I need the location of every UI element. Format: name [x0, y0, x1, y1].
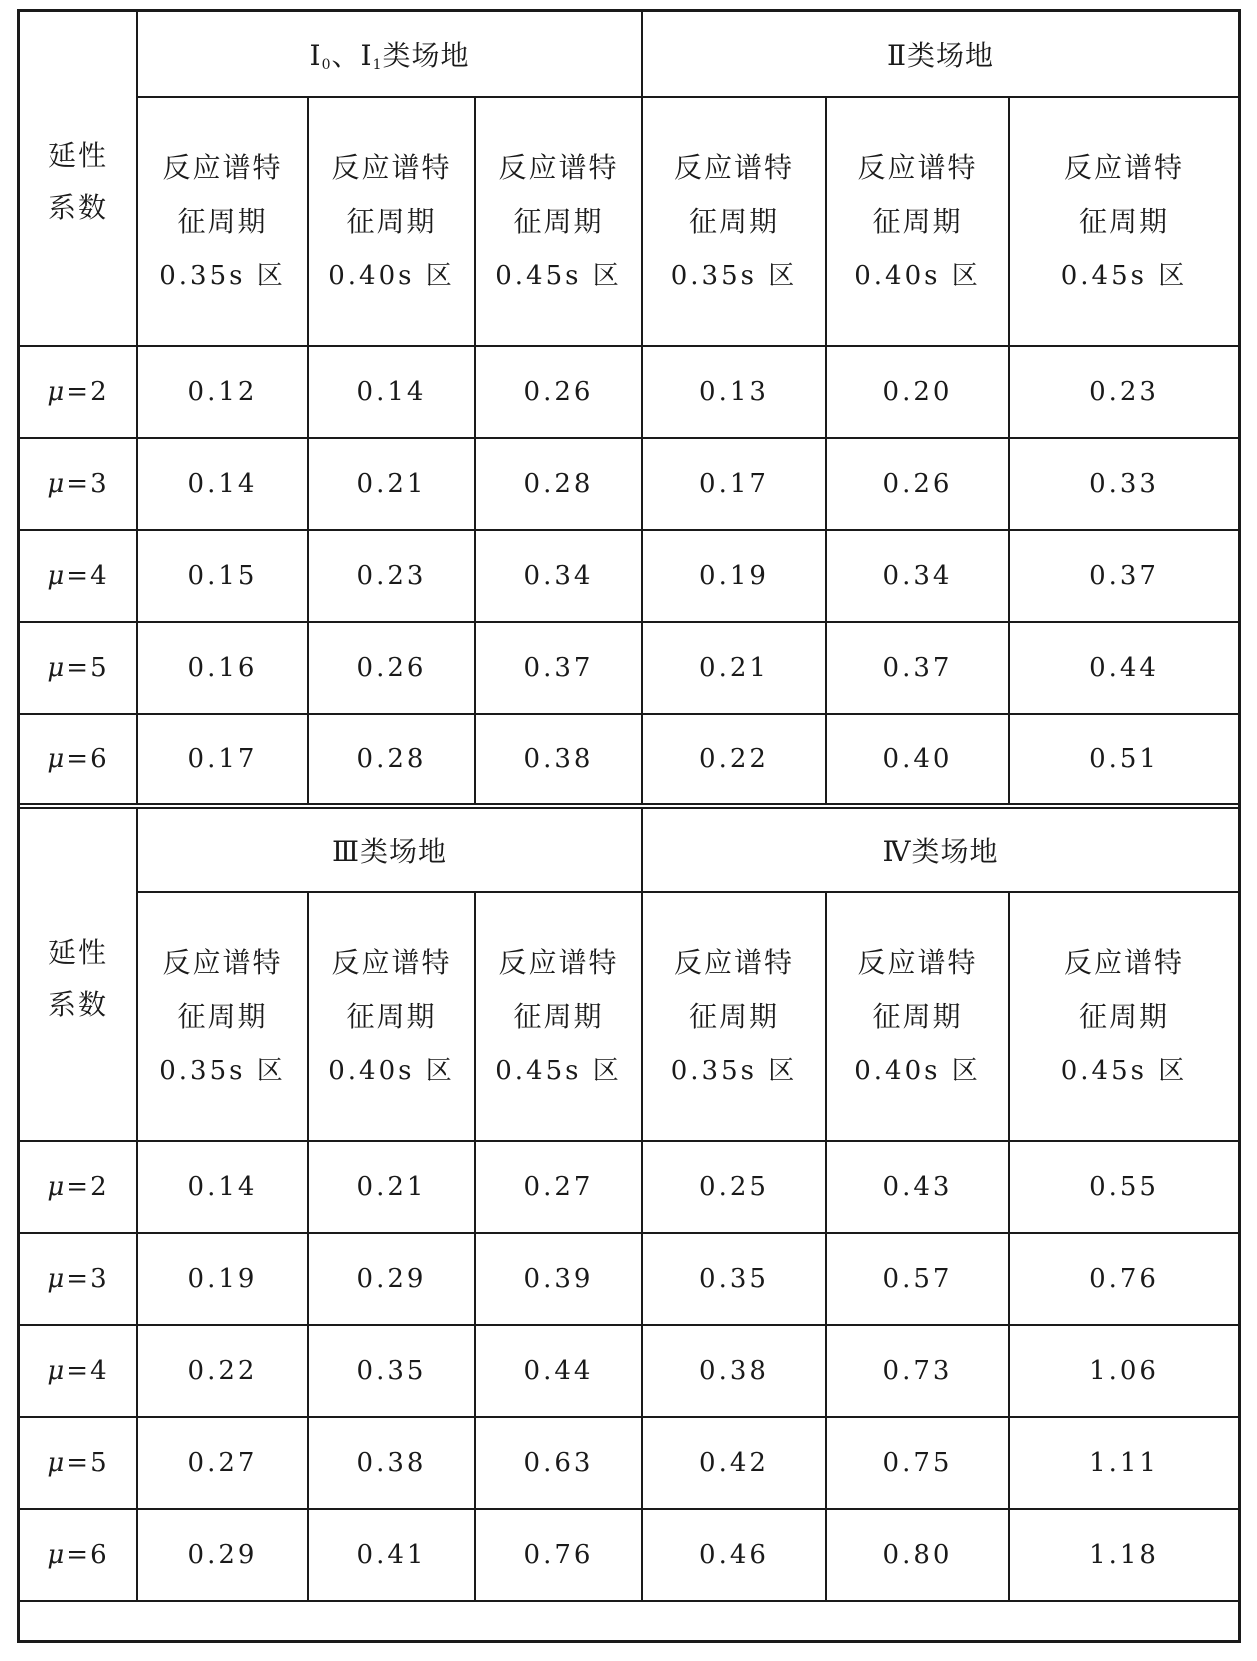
table-cell: 0.57 [826, 1233, 1009, 1325]
mu-equals-value: =3 [66, 1264, 109, 1294]
ductility-label-line: 延性 [47, 936, 108, 969]
ductility-value-cell [19, 714, 137, 806]
table-cell: 0.80 [826, 1509, 1009, 1601]
ductility-label-cell [19, 11, 137, 346]
period-value: 0.40s 区 [854, 1055, 981, 1086]
period-value: 0.45s 区 [495, 1055, 622, 1086]
table-cell: 0.37 [475, 622, 642, 714]
period-header-cell [826, 97, 1009, 346]
period-header-line: 反应谱特 [162, 945, 283, 979]
period-header-cell [308, 97, 475, 346]
site-class-roman: Ⅰ [309, 39, 322, 72]
ductility-value-cell [19, 346, 137, 438]
period-header-line: 征周期 [346, 204, 437, 238]
period-header-line: 征周期 [1079, 204, 1170, 238]
table-cell: 0.19 [642, 530, 826, 622]
mu-symbol: μ [47, 1448, 67, 1478]
table-cell: 1.11 [1009, 1417, 1239, 1509]
period-header-line: 反应谱特 [331, 150, 452, 184]
table-cell: 0.28 [308, 714, 475, 806]
period-header-line: 征周期 [513, 999, 604, 1033]
period-value: 0.40s 区 [854, 260, 981, 291]
table-cell: 0.17 [137, 714, 308, 806]
table-cell: 1.06 [1009, 1325, 1239, 1417]
period-value: 0.35s 区 [159, 260, 286, 291]
table-cell: 0.19 [137, 1233, 308, 1325]
table-cell: 0.40 [826, 714, 1009, 806]
period-value: 0.35s 区 [670, 260, 798, 291]
table-cell: 0.29 [137, 1509, 308, 1601]
seismic-ductility-table [18, 10, 1240, 1602]
table-row [19, 346, 1239, 438]
period-header-line: 反应谱特 [1064, 945, 1185, 979]
site-class-label: 类场地 [360, 835, 448, 868]
period-header-line: 反应谱特 [857, 945, 978, 979]
period-header-row [19, 892, 1239, 1141]
table-cell: 0.51 [1009, 714, 1239, 806]
mu-symbol: μ [47, 653, 67, 683]
period-header-cell [308, 892, 475, 1141]
ductility-label-cell [19, 806, 137, 1141]
ductility-label-line: 系数 [47, 988, 108, 1021]
site-class-label: 类场地 [382, 39, 470, 72]
table-cell: 0.38 [475, 714, 642, 806]
ductility-label-line: 系数 [47, 191, 108, 224]
table-cell: 0.43 [826, 1141, 1009, 1233]
period-value: 0.35s 区 [159, 1055, 286, 1086]
table-cell: 0.34 [475, 530, 642, 622]
mu-equals-value: =4 [66, 561, 109, 591]
period-header-line: 征周期 [177, 999, 268, 1033]
ductility-value-cell [19, 622, 137, 714]
table-cell: 0.20 [826, 346, 1009, 438]
table-cell: 0.46 [642, 1509, 826, 1601]
site-class-roman: Ⅰ [360, 39, 373, 72]
ductility-value-cell [19, 1233, 137, 1325]
table-cell: 0.34 [826, 530, 1009, 622]
period-header-cell [1009, 892, 1239, 1141]
period-value: 0.45s 区 [495, 260, 622, 291]
table-cell: 0.44 [1009, 622, 1239, 714]
table-cell: 0.26 [308, 622, 475, 714]
table-cell: 0.13 [642, 346, 826, 438]
table-cell: 0.73 [826, 1325, 1009, 1417]
ductility-value-cell [19, 530, 137, 622]
period-value: 0.40s 区 [328, 1055, 455, 1086]
table-cell: 0.12 [137, 346, 308, 438]
table-cell: 0.55 [1009, 1141, 1239, 1233]
table-cell: 0.38 [642, 1325, 826, 1417]
table-cell: 0.27 [475, 1141, 642, 1233]
period-value: 0.45s 区 [1060, 260, 1188, 291]
mu-symbol: μ [47, 1540, 67, 1570]
table-cell: 0.23 [308, 530, 475, 622]
site-class-roman: Ⅱ [886, 39, 908, 72]
table-cell: 0.15 [137, 530, 308, 622]
table-row [19, 530, 1239, 622]
mu-symbol: μ [47, 1356, 67, 1386]
period-header-line: 反应谱特 [673, 150, 794, 184]
mu-symbol: μ [47, 1172, 67, 1202]
mu-equals-value: =6 [66, 1540, 109, 1570]
table-row [19, 1509, 1239, 1601]
table-cell: 0.76 [475, 1509, 642, 1601]
table-cell: 0.21 [642, 622, 826, 714]
mu-equals-value: =2 [66, 377, 109, 407]
mu-symbol: μ [47, 377, 67, 407]
period-header-line: 反应谱特 [331, 945, 452, 979]
mu-equals-value: =4 [66, 1356, 109, 1386]
site-class-group-header [642, 11, 1239, 97]
site-class-subscript: 1 [372, 57, 383, 73]
table-cell: 0.39 [475, 1233, 642, 1325]
period-header-line: 征周期 [688, 204, 779, 238]
table-cell: 0.17 [642, 438, 826, 530]
site-class-group-header [137, 11, 642, 97]
site-class-group-header [137, 806, 642, 892]
period-header-line: 征周期 [177, 204, 268, 238]
mu-equals-value: =6 [66, 744, 109, 774]
period-header-cell [137, 892, 308, 1141]
table-row [19, 622, 1239, 714]
table-cell: 0.28 [475, 438, 642, 530]
table-cell: 0.26 [826, 438, 1009, 530]
period-header-line: 征周期 [513, 204, 604, 238]
mu-symbol: μ [47, 561, 67, 591]
mu-symbol: μ [47, 1264, 67, 1294]
table-row [19, 1141, 1239, 1233]
table-cell: 0.16 [137, 622, 308, 714]
table-cell: 0.35 [642, 1233, 826, 1325]
ductility-value-cell [19, 1417, 137, 1509]
period-header-line: 反应谱特 [162, 150, 283, 184]
table-cell: 0.33 [1009, 438, 1239, 530]
site-class-group-header [642, 806, 1239, 892]
table-row [19, 1233, 1239, 1325]
table-cell: 0.26 [475, 346, 642, 438]
period-value: 0.35s 区 [670, 1055, 798, 1086]
table-row [19, 1417, 1239, 1509]
table-body [19, 11, 1239, 1601]
ductility-value-cell [19, 1509, 137, 1601]
site-class-separator: 、 [331, 39, 361, 72]
table-cell: 0.37 [826, 622, 1009, 714]
period-header-line: 反应谱特 [673, 945, 794, 979]
period-header-line: 反应谱特 [1064, 150, 1185, 184]
period-header-cell [137, 97, 308, 346]
table-row [19, 438, 1239, 530]
table-cell: 0.22 [642, 714, 826, 806]
mu-equals-value: =2 [66, 1172, 109, 1202]
site-class-label: 类场地 [907, 39, 995, 72]
table-cell: 0.42 [642, 1417, 826, 1509]
period-header-cell [475, 892, 642, 1141]
ductility-value-cell [19, 438, 137, 530]
period-header-cell [642, 892, 826, 1141]
period-value: 0.40s 区 [328, 260, 455, 291]
ductility-value-cell [19, 1141, 137, 1233]
period-header-cell [642, 97, 826, 346]
period-header-cell [475, 97, 642, 346]
table-cell: 0.44 [475, 1325, 642, 1417]
period-header-line: 征周期 [872, 999, 963, 1033]
site-class-roman: Ⅲ [331, 835, 360, 868]
ductility-label-line: 延性 [47, 139, 108, 172]
table-cell: 0.41 [308, 1509, 475, 1601]
ductility-value-cell [19, 1325, 137, 1417]
site-class-label: 类场地 [911, 835, 999, 868]
table-cell: 0.29 [308, 1233, 475, 1325]
period-header-line: 反应谱特 [498, 945, 619, 979]
table-cell: 0.38 [308, 1417, 475, 1509]
period-header-line: 反应谱特 [857, 150, 978, 184]
site-class-header-row [19, 806, 1239, 892]
table-cell: 1.18 [1009, 1509, 1239, 1601]
period-header-line: 征周期 [1079, 999, 1170, 1033]
site-class-roman: Ⅳ [882, 835, 912, 868]
table-cell: 0.63 [475, 1417, 642, 1509]
mu-equals-value: =3 [66, 469, 109, 499]
table-row [19, 714, 1239, 806]
table-cell: 0.23 [1009, 346, 1239, 438]
table-cell: 0.21 [308, 1141, 475, 1233]
table-row [19, 1325, 1239, 1417]
table-cell: 0.76 [1009, 1233, 1239, 1325]
site-class-header-row [19, 11, 1239, 97]
table-cell: 0.37 [1009, 530, 1239, 622]
table-cell: 0.14 [137, 438, 308, 530]
period-value: 0.45s 区 [1060, 1055, 1188, 1086]
table-cell: 0.22 [137, 1325, 308, 1417]
table-cell: 0.21 [308, 438, 475, 530]
table-cell: 0.14 [308, 346, 475, 438]
table-cell: 0.75 [826, 1417, 1009, 1509]
period-header-cell [826, 892, 1009, 1141]
table-cell: 0.35 [308, 1325, 475, 1417]
mu-symbol: μ [47, 469, 67, 499]
period-header-cell [1009, 97, 1239, 346]
period-header-row [19, 97, 1239, 346]
mu-equals-value: =5 [66, 653, 109, 683]
table-cell: 0.14 [137, 1141, 308, 1233]
table-cell: 0.27 [137, 1417, 308, 1509]
period-header-line: 征周期 [688, 999, 779, 1033]
period-header-line: 征周期 [346, 999, 437, 1033]
mu-equals-value: =5 [66, 1448, 109, 1478]
mu-symbol: μ [47, 744, 67, 774]
period-header-line: 征周期 [872, 204, 963, 238]
period-header-line: 反应谱特 [498, 150, 619, 184]
site-class-subscript: 0 [321, 57, 332, 73]
table-cell: 0.25 [642, 1141, 826, 1233]
